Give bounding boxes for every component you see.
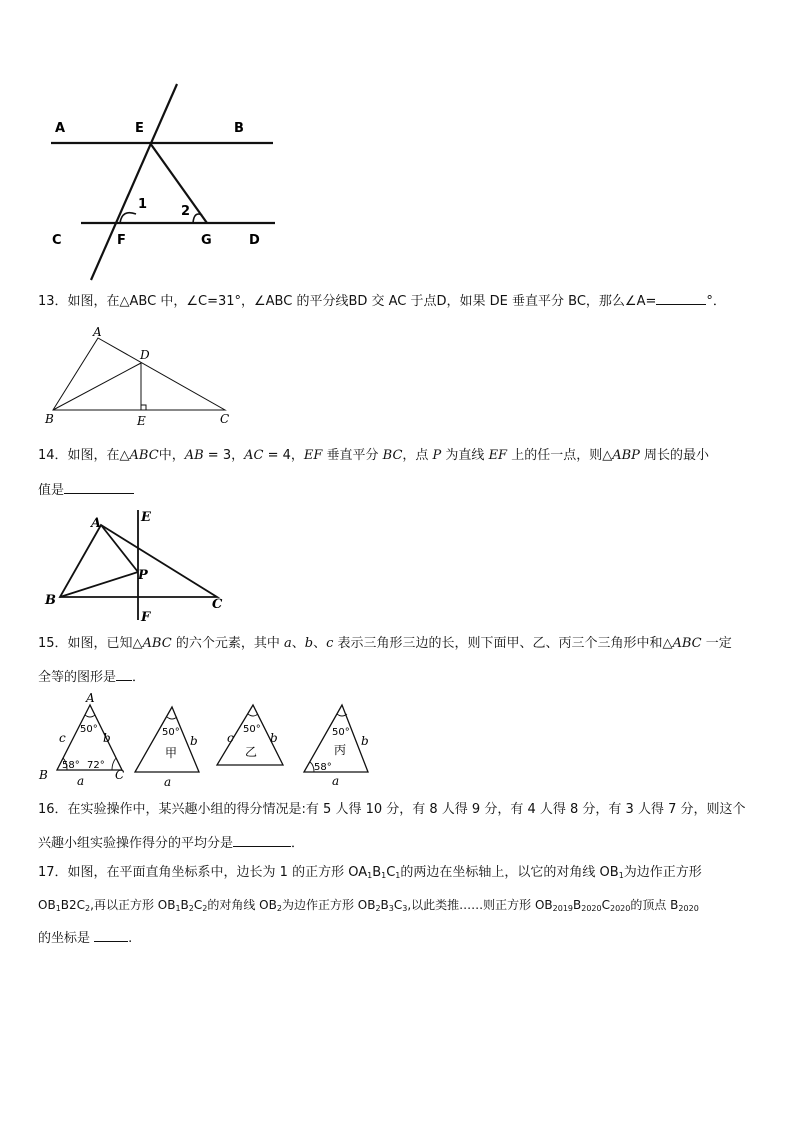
q14-text: 周长的最小 (639, 448, 710, 463)
figure-q15-triangles (35, 690, 385, 790)
subscript: 1 (367, 871, 373, 880)
label-a: A (86, 691, 95, 705)
question-14-line1 (38, 448, 709, 464)
q17-text: 为边作正方形 OB (281, 898, 376, 912)
q14-text: = 3， (203, 448, 245, 463)
label-b: B (39, 768, 48, 782)
subscript: 2019 (552, 904, 574, 913)
q17-text: B (372, 865, 382, 880)
label-b-side: b (270, 731, 278, 745)
label-a-side: a (77, 774, 85, 788)
q14-p: P (432, 448, 442, 463)
label-e: E (135, 121, 144, 136)
figure-q13-triangle (40, 325, 240, 430)
label-f: F (141, 610, 151, 625)
q14-text: 中， (158, 448, 185, 463)
q14-ab: AB (184, 448, 204, 463)
q14-text: 垂直平分 (322, 448, 383, 463)
angle-arc (167, 717, 177, 719)
label-angle-1: 1 (138, 197, 148, 212)
figure-q14-triangle (40, 505, 240, 625)
label-d: D (140, 348, 150, 362)
q17-text: B (180, 898, 189, 912)
subscript: 2 (202, 904, 208, 913)
label-c: C (220, 412, 230, 426)
subscript: 2 (375, 904, 381, 913)
q17-text: OB (38, 898, 56, 912)
question-15-line1 (38, 636, 732, 652)
q17-text: 的坐标是 (38, 931, 95, 946)
label-p: P (138, 568, 148, 583)
label-c-side: c (59, 731, 66, 745)
q17-text: . (128, 931, 133, 946)
subscript: 2020 (610, 904, 631, 913)
label-c: C (52, 233, 62, 248)
question-17-line1 (38, 865, 702, 884)
q17-answer-blank[interactable] (94, 929, 128, 942)
q16-text: ． (291, 836, 305, 851)
question-17-line2 (38, 897, 699, 917)
label-a: A (93, 325, 102, 339)
q17-text: ,以此类推……则正方形 OB (407, 898, 553, 912)
q16-answer-blank[interactable] (233, 834, 291, 847)
q14-text: 14．如图，在△ (38, 448, 130, 463)
q14-text: ，点 (402, 448, 433, 463)
label-b: B (45, 593, 56, 608)
label-c: C (212, 597, 223, 612)
triangle-abc (53, 338, 225, 410)
q14-ef: EF (303, 448, 323, 463)
segment-eg (150, 143, 207, 223)
q17-text: 17．如图，在平面直角坐标系中，边长为 1 的正方形 OA (38, 865, 368, 880)
label-e: E (141, 510, 151, 525)
label-b-side: b (361, 734, 369, 748)
question-14-line2 (38, 481, 134, 499)
q14-answer-blank[interactable] (64, 481, 134, 494)
q14-text: 为直线 (441, 448, 489, 463)
q15-text: ． (132, 670, 146, 685)
q15-text: 表示三角形三边的长，则下面甲、乙、丙三个三角形中和△ (333, 636, 673, 651)
subscript: 2 (276, 904, 282, 913)
q14-abc: ABC (129, 448, 159, 463)
q14-text: 上的任一点，则△ (507, 448, 613, 463)
label-d: D (249, 233, 260, 248)
q17-text: B (573, 898, 582, 912)
label-ang-c: 72° (87, 760, 105, 771)
label-b-side: b (190, 734, 198, 748)
q14-text: = 4， (263, 448, 304, 463)
label-b-side: b (103, 731, 111, 745)
label-c: C (115, 768, 125, 782)
subscript: 3 (402, 904, 408, 913)
q16-text: 兴趣小组实验操作得分的平均分是 (38, 836, 234, 851)
label-a: A (91, 516, 102, 531)
label-ang-b: 58° (314, 762, 332, 773)
label-angle: 50° (332, 727, 350, 738)
label-ang-a: 50° (80, 724, 98, 735)
q15-b: b (304, 636, 314, 651)
label-angle: 50° (162, 727, 180, 738)
q17-text: 为边作正方形 (623, 865, 702, 880)
q17-text: B2C (60, 898, 86, 912)
right-angle-mark (141, 405, 146, 410)
subscript: 1 (395, 871, 401, 880)
q14-bc: BC (382, 448, 403, 463)
question-16-line2 (38, 834, 304, 852)
question-15-line2 (38, 668, 145, 686)
q15-text: 全等的图形是 (38, 670, 117, 685)
q17-text: 的顶点 B (630, 898, 679, 912)
q15-answer-blank[interactable] (116, 668, 132, 681)
label-b: B (234, 121, 244, 136)
q13-suffix: °． (706, 294, 726, 309)
q17-text: ,再以正方形 OB (90, 898, 176, 912)
label-ang-b: 58° (62, 760, 80, 771)
label-name: 丙 (334, 743, 347, 757)
q14-ef: EF (488, 448, 508, 463)
label-b: B (45, 412, 54, 426)
subscript: 2 (188, 904, 194, 913)
label-a-side: a (332, 774, 340, 788)
q17-text: 的两边在坐标轴上，以它的对角线 OB (400, 865, 619, 880)
q17-text: C (601, 898, 610, 912)
q15-text: 、 (313, 636, 327, 651)
segment-bd (53, 363, 141, 410)
label-name: 乙 (245, 745, 258, 759)
label-angle: 50° (243, 724, 261, 735)
q14-ac: AC (244, 448, 264, 463)
q15-text: 的六个元素，其中 (171, 636, 284, 651)
q17-text: C (193, 898, 203, 912)
q15-abc: ABC (142, 636, 172, 651)
q13-text: 13．如图，在△ABC 中，∠C=31°，∠ABC 的平分线BD 交 AC 于点D，如果 DE 垂直平分 BC，那么∠A= (38, 294, 657, 309)
label-a-side: a (164, 775, 172, 789)
q15-a: a (283, 636, 292, 651)
subscript: 2 (85, 904, 91, 913)
q14-abp: ABP (612, 448, 640, 463)
q15-abc: ABC (672, 636, 702, 651)
q15-text: 、 (291, 636, 305, 651)
label-angle-2: 2 (181, 204, 191, 219)
label-g: G (201, 233, 212, 248)
q16-text: 16．在实验操作中，某兴趣小组的得分情况是:有 5 人得 10 分，有 8 人得 9 分，有 4 人得 8 分，有 3 人得 7 分，则这个 (38, 802, 746, 817)
transversal (91, 84, 177, 280)
angle-arc (248, 714, 258, 716)
angle-arc (85, 715, 95, 717)
label-e: E (137, 414, 146, 428)
label-name: 甲 (165, 746, 178, 760)
subscript: 1 (381, 871, 387, 880)
q14-text: 值是 (38, 483, 65, 498)
label-a: A (55, 121, 66, 136)
q17-text: C (393, 898, 403, 912)
q13-answer-blank[interactable] (656, 292, 706, 305)
subscript: 1 (618, 871, 624, 880)
label-f: F (117, 233, 126, 248)
figure-parallel-lines (40, 80, 290, 290)
q15-text: 一定 (701, 636, 732, 651)
subscript: 1 (55, 904, 61, 913)
q15-text: 15．如图，已知△ (38, 636, 143, 651)
subscript: 2020 (678, 904, 699, 913)
question-17-line3 (38, 929, 132, 947)
q15-c: c (326, 636, 334, 651)
label-c-side: c (227, 731, 234, 745)
q17-text: 的对角线 OB (207, 898, 277, 912)
q17-text: C (386, 865, 396, 880)
subscript: 2020 (581, 904, 602, 913)
angle-1-arc (120, 213, 136, 223)
question-16-line1 (38, 802, 745, 818)
segment-ap (101, 525, 138, 572)
question-13 (38, 292, 726, 310)
subscript: 3 (388, 904, 394, 913)
subscript: 1 (175, 904, 181, 913)
q17-text: B (380, 898, 389, 912)
